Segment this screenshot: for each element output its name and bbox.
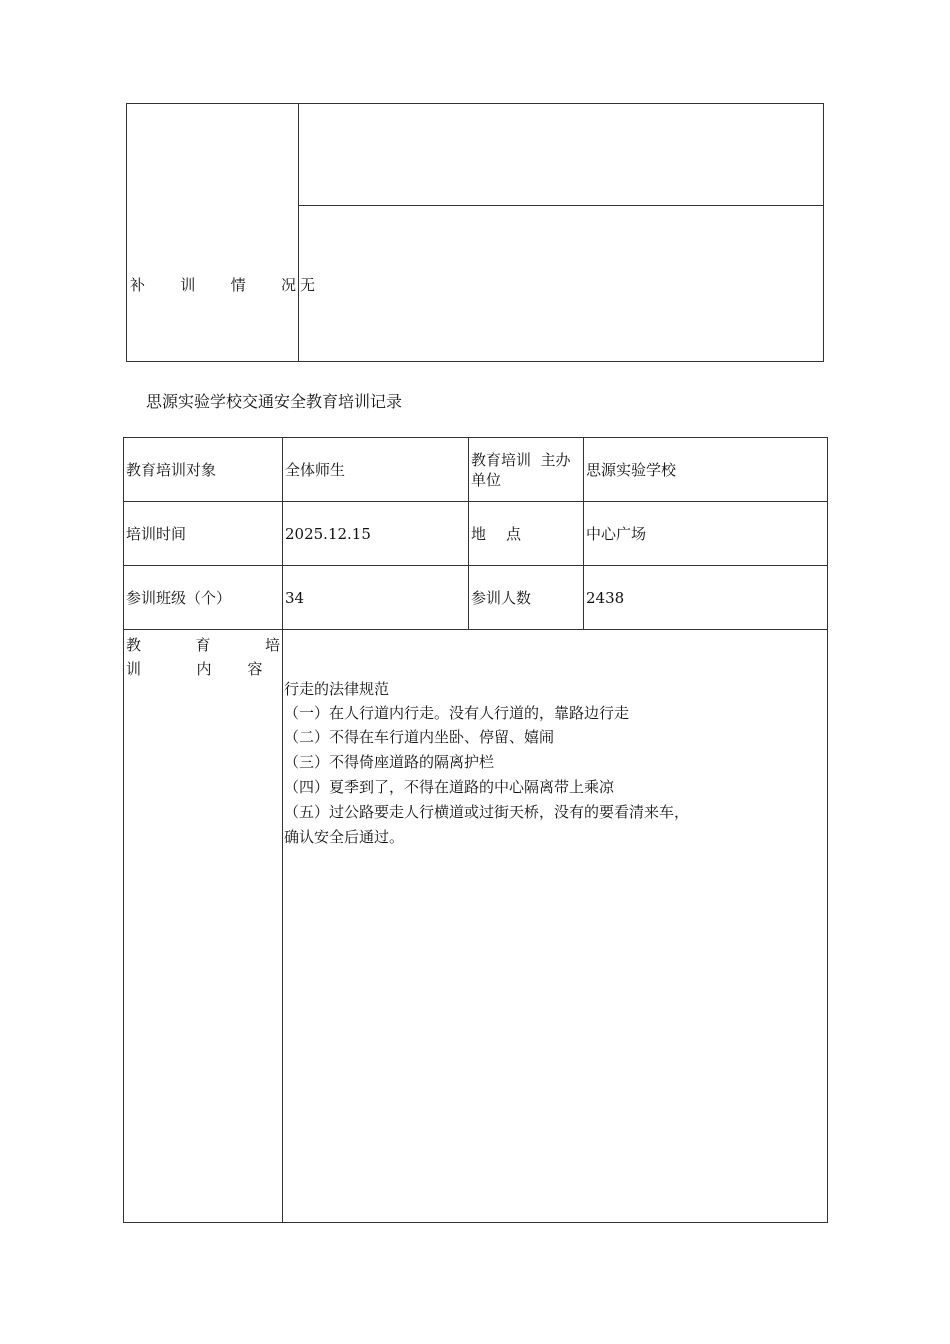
time-value: 2025.12.15 [285,524,371,543]
table-border-bottom [123,1222,828,1223]
target-label: 教育培训对象 [126,460,217,479]
content-line: （五）过公路要走人行横道或过街天桥，没有的要看清来车， [284,803,690,821]
organizer-value: 思源实验学校 [586,460,677,479]
organizer-label: 教育培训 主办 单位 [471,450,571,489]
table-row-divider [298,205,824,206]
place-label: 地 点 [471,524,522,543]
content-label: 教 育 培 训 内 容 [126,636,280,678]
content-line: （二）不得在车行道内坐卧、停留、嬉闹 [284,728,555,746]
makeup-value: 无 [300,276,316,294]
content-line: （三）不得倚座道路的隔离护栏 [284,753,495,771]
time-label: 培训时间 [126,524,187,543]
classes-value: 34 [285,588,305,607]
place-value: 中心广场 [586,524,647,543]
people-label: 参训人数 [471,588,532,607]
table-column-divider [298,103,299,362]
table-border-right [827,437,828,1223]
content-line: 确认安全后通过。 [284,828,405,846]
content-line: （四）夏季到了，不得在道路的中心隔离带上乘凉 [284,778,615,796]
content-line: （一）在人行道内行走。没有人行道的，靠路边行走 [284,704,630,722]
table-border-top [126,103,824,104]
people-value: 2438 [586,588,625,607]
table-row-divider [123,629,828,630]
record-title: 思源实验学校交通安全教育培训记录 [146,392,403,411]
target-value: 全体师生 [285,460,346,479]
table-border-right [823,103,824,362]
table-border-left [126,103,127,362]
classes-label: 参训班级（个） [126,588,232,607]
table-border-bottom [126,361,824,362]
makeup-label: 补 训 情 况 [130,276,296,294]
content-line: 行走的法律规范 [284,680,390,698]
